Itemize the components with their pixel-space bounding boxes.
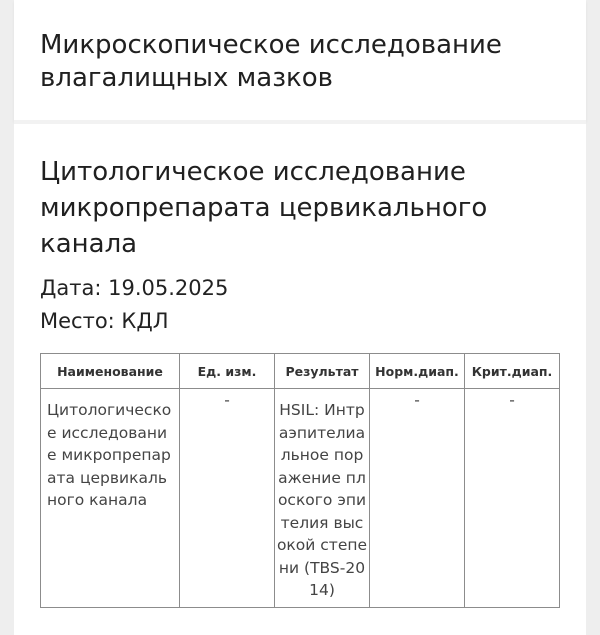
result-card [14, 124, 586, 635]
column-header-crit-range: Крит.диап. [465, 354, 560, 389]
cell-unit: - [180, 389, 275, 608]
column-header-result: Результат [275, 354, 370, 389]
cell-name [41, 389, 180, 608]
cell-crit-range: - [465, 389, 560, 608]
section-title: Цитологическое исследование микропрепарата цервикального канала [40, 157, 488, 259]
column-header-unit: Ед. изм. [180, 354, 275, 389]
results-table [40, 353, 560, 608]
header-title: Микроскопическое исследование влагалищных мазков [40, 30, 502, 93]
column-header-name: Наименование [41, 354, 180, 389]
place-label: Место: КДЛ [40, 309, 169, 333]
table-row [41, 389, 560, 608]
column-header-norm-range: Норм.диап. [370, 354, 465, 389]
left-margin [0, 0, 14, 635]
cell-norm-range: - [370, 389, 465, 608]
date-label: Дата: 19.05.2025 [40, 276, 229, 300]
test-result: HSIL: Интраэпителиальное поражение плоского эпителия высокой степени (TBS-2014) [276, 401, 368, 599]
right-margin [586, 0, 600, 635]
test-name: Цитологическое исследование микропрепарата цервикального канала [47, 401, 172, 509]
header-card[interactable] [14, 0, 586, 121]
table-header-row [41, 354, 560, 389]
cell-result [275, 389, 370, 608]
